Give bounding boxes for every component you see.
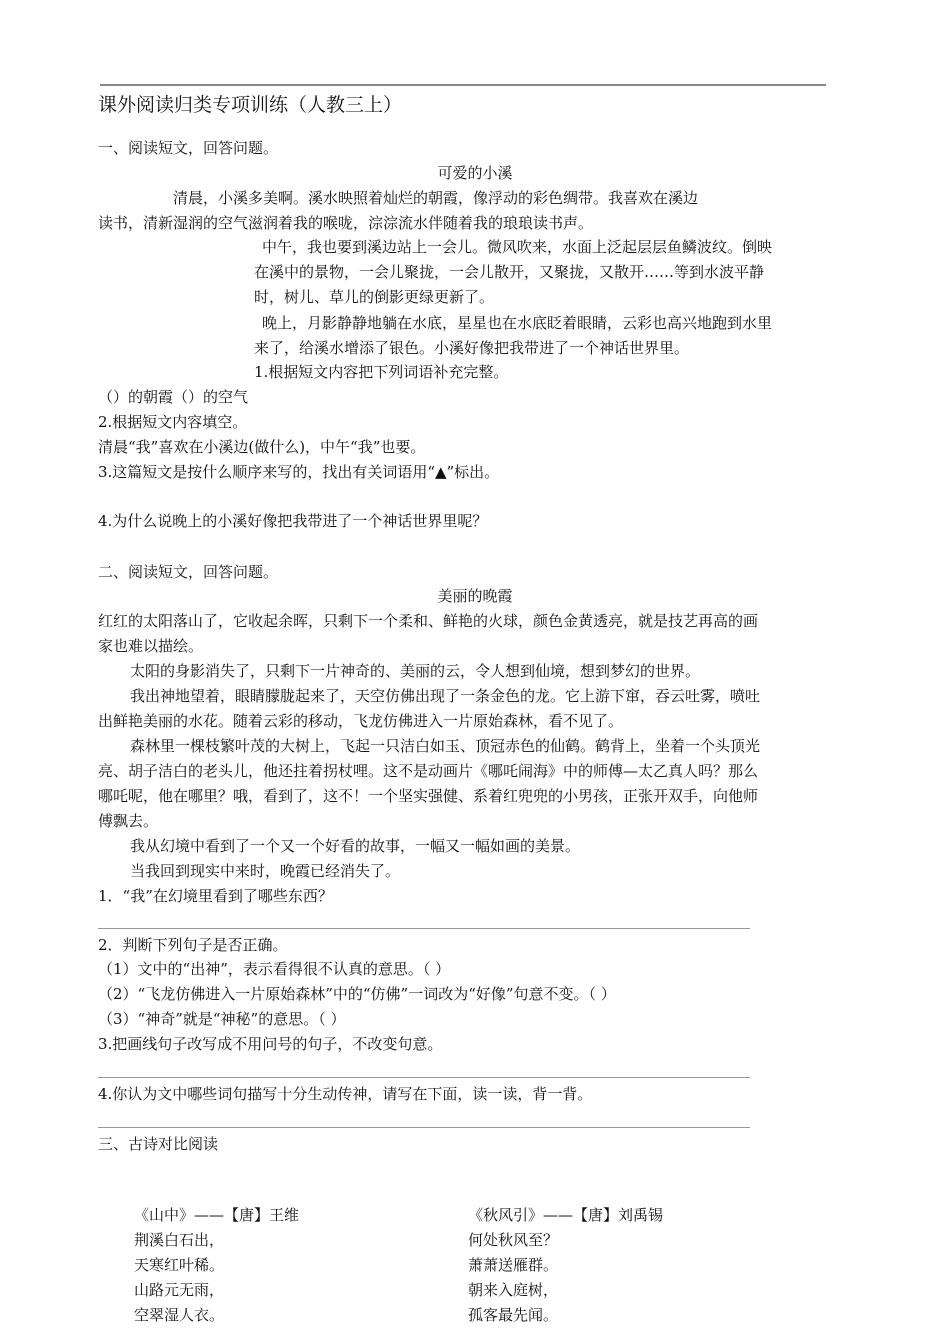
poem1-line: 空翠湿人衣。 (134, 1306, 225, 1324)
poem1-line: 荆溪白石出， (134, 1231, 225, 1249)
poem2-line: 孤客最先闻。 (468, 1306, 559, 1324)
poem2-line: 朝来入庭树， (468, 1281, 559, 1299)
s2-question-2: 2．判断下列句子是否正确。 (98, 936, 288, 954)
page-title: 课外阅读归类专项训练（人教三上） (98, 94, 403, 116)
passage2-title: 美丽的晚霞 (437, 587, 513, 605)
passage2-paragraph4-line2: 亮、胡子洁白的老头儿，他还拄着拐杖哩。这不是动画片《哪吒闹海》中的师傅—太乙真人吗？那么 (98, 762, 759, 780)
s1-question-4: 4.为什么说晚上的小溪好像把我带进了一个神话世界里呢？ (98, 512, 488, 530)
passage1-paragraph1-line1: 清晨，小溪多美啊。溪水映照着灿烂的朝霞，像浮动的彩色绸带。我喜欢在溪边 (173, 189, 699, 207)
passage1-paragraph3-line2: 来了，给溪水增添了银色。小溪好像把我带进了一个神话世界里。 (254, 339, 690, 357)
passage1-paragraph3-line1: 晚上，月影静静地躺在水底，星星也在水底眨着眼睛，云彩也高兴地跑到水里 (262, 314, 773, 332)
passage2-paragraph4-line4: 傅飘去。 (98, 812, 159, 830)
section1-heading: 一、阅读短文，回答问题。 (98, 139, 279, 157)
passage2-paragraph4-line1: 森林里一棵枝繁叶茂的大树上，飞起一只洁白如玉、顶冠赤色的仙鹤。鹤背上，坐着一个头顶光 (130, 737, 761, 755)
passage1-paragraph1-line2: 读书，清新湿润的空气滋润着我的喉咙，淙淙流水伴随着我的琅琅读书声。 (98, 214, 594, 232)
poem2-line: 何处秋风至？ (468, 1231, 559, 1249)
passage2-paragraph1-line2: 家也难以描绘。 (98, 637, 204, 655)
passage2-paragraph5-line1: 我从幻境中看到了一个又一个好看的故事，一幅又一幅如画的美景。 (130, 837, 581, 855)
poem1-line: 山路元无雨， (134, 1281, 225, 1299)
s2-question-2-item-1: （1）文中的“出神”，表示看得很不认真的意思。（ ） (98, 960, 451, 978)
passage2-paragraph3-line2: 出鲜艳美丽的水花。随着云彩的移动，飞龙仿佛进入一片原始森林，看不见了。 (98, 712, 624, 730)
s1-question-3: 3.这篇短文是按什么顺序来写的，找出有关词语用“▲”标出。 (98, 463, 500, 481)
s2-question-3: 3.把画线句子改写成不用问号的句子，不改变句意。 (98, 1035, 443, 1053)
answer-line (98, 1077, 750, 1078)
section3-heading: 三、古诗对比阅读 (98, 1135, 219, 1153)
section2-heading: 二、阅读短文，回答问题。 (98, 563, 279, 581)
s2-question-2-item-2: （2）“飞龙仿佛进入一片原始森林”中的“仿佛”一词改为“好像”句意不变。（ ） (98, 985, 616, 1003)
s1-question-1: 1.根据短文内容把下列词语补充完整。 (254, 363, 509, 381)
passage2-paragraph4-line3: 哪吒呢，他在哪里？哦，看到了，这不！一个坚实强健、系着红兜兜的小男孩，正张开双手，向他师 (98, 787, 759, 805)
answer-line (98, 928, 750, 929)
s2-question-2-item-3: （3）“神奇”就是“神秘”的意思。（ ） (98, 1010, 346, 1028)
s1-question-2-blanks: 清晨“我”喜欢在小溪边(做什么)，中午“我”也要。 (98, 438, 426, 456)
s2-question-4: 4.你认为文中哪些词句描写十分生动传神，请写在下面，读一读，背一背。 (98, 1085, 593, 1103)
top-rule (100, 84, 826, 86)
passage1-paragraph2-line2: 在溪中的景物，一会儿聚拢，一会儿散开，又聚拢，又散开……等到水波平静 (254, 263, 765, 281)
poem2-line: 萧萧送雁群。 (468, 1256, 559, 1274)
passage1-paragraph2-line1: 中午，我也要到溪边站上一会儿。微风吹来，水面上泛起层层鱼鳞波纹。倒映 (262, 238, 773, 256)
s1-question-1-blanks: （）的朝霞（）的空气 (98, 388, 249, 406)
s1-question-2: 2.根据短文内容填空。 (98, 413, 248, 431)
passage1-title: 可爱的小溪 (437, 164, 513, 182)
s2-question-1: 1．“我”在幻境里看到了哪些东西？ (98, 887, 333, 905)
passage2-paragraph2-line1: 太阳的身影消失了，只剩下一片神奇的、美丽的云，令人想到仙境，想到梦幻的世界。 (130, 662, 701, 680)
poem2-title: 《秋风引》——【唐】刘禹锡 (468, 1206, 664, 1224)
passage1-paragraph2-line3: 时，树儿、草儿的倒影更绿更新了。 (254, 288, 495, 306)
poem1-line: 天寒红叶稀。 (134, 1256, 225, 1274)
answer-line (98, 1127, 750, 1128)
passage2-paragraph6-line1: 当我回到现实中来时，晚霞已经消失了。 (130, 862, 401, 880)
passage2-paragraph1-line1: 红红的太阳落山了，它收起余晖，只剩下一个柔和、鲜艳的火球，颜色金黄透亮，就是技艺再高的画 (98, 612, 759, 630)
passage2-paragraph3-line1: 我出神地望着，眼睛朦胧起来了，天空仿佛出现了一条金色的龙。它上游下窜，吞云吐雾，喷吐 (130, 687, 761, 705)
poem1-title: 《山中》——【唐】王维 (134, 1206, 300, 1224)
